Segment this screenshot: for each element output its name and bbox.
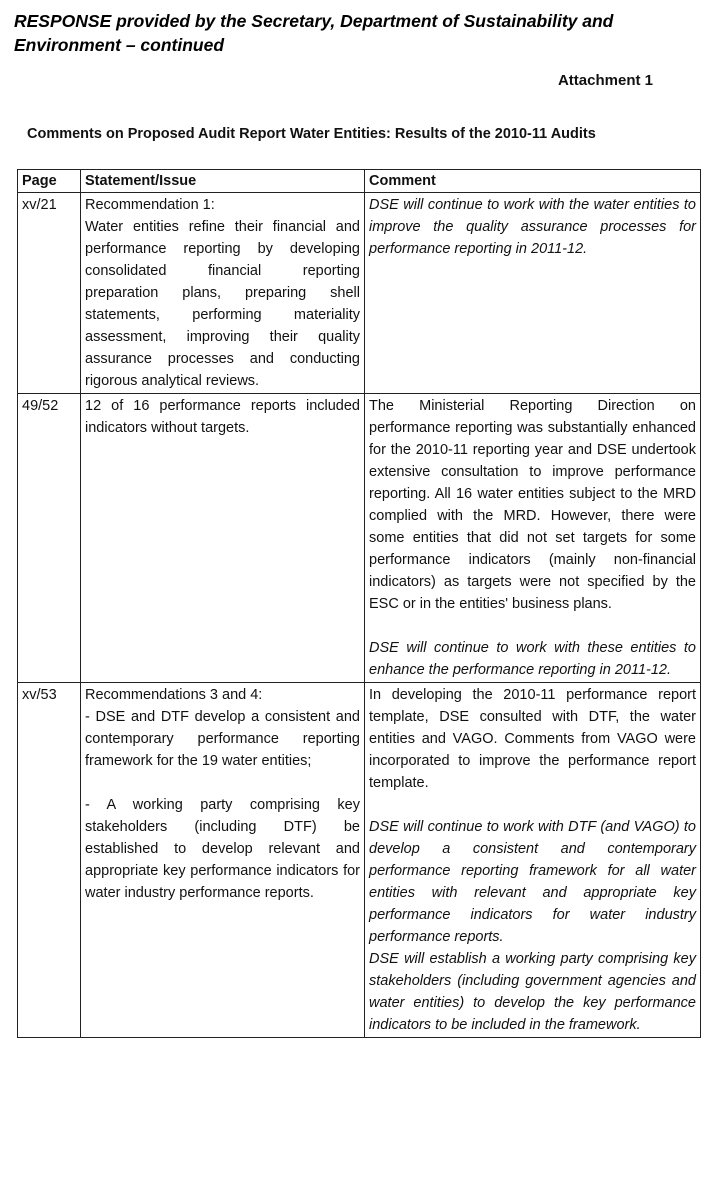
- attachment-label: Attachment 1: [557, 72, 653, 89]
- document-title: Comments on Proposed Audit Report Water Entities: Results of the 2010-11 Audits: [27, 126, 596, 142]
- comment-paragraph: DSE will continue to work with DTF (and VAGO) to develop a consistent and contemporary performance reporting framework for all water entities with relevant and appropriate key performance indicators for water industry performance reports.: [369, 819, 696, 945]
- header-line-1: RESPONSE provided by the Secretary, Department of Sustainability and: [14, 11, 614, 31]
- row-page: xv/21: [18, 193, 81, 394]
- table-row: [18, 683, 701, 1038]
- row-page: xv/53: [18, 683, 81, 1038]
- comment-paragraph: The Ministerial Reporting Direction on performance reporting was substantially enhanced for the 2010-11 reporting year and DSE undertook extensive consultation to improve performance reporting. All 16 water entities subject to the MRD complied with the MRD. However, there were some entities that did not set targets for some performance indicators (mainly non-financial indicators) as targets were not specified by the ESC or in the entities' business plans.: [369, 398, 696, 612]
- statement-heading: Recommendation 1:: [85, 197, 215, 213]
- header-statement: Statement/Issue: [81, 170, 365, 193]
- table-row: [18, 394, 701, 683]
- row-statement: [81, 683, 365, 1038]
- statement-heading: Recommendations 3 and 4:: [85, 687, 263, 703]
- page-header: [14, 9, 704, 57]
- header-line-2: Environment – continued: [14, 35, 225, 55]
- comment-paragraph: DSE will continue to work with the water entities to improve the quality assurance processes for performance reporting in 2011-12.: [369, 197, 696, 257]
- row-statement: [81, 394, 365, 683]
- comments-table: [17, 169, 701, 1038]
- row-page: 49/52: [18, 394, 81, 683]
- statement-body: - A working party comprising key stakeholders (including DTF) be established to develop relevant and appropriate key performance indicators for water industry performance reports.: [85, 797, 360, 901]
- row-comment: [365, 193, 701, 394]
- table-header-row: [18, 170, 701, 193]
- statement-body: - DSE and DTF develop a consistent and contemporary performance reporting framework for the 19 water entities;: [85, 709, 360, 769]
- header-page: Page: [18, 170, 81, 193]
- statement-body: Water entities refine their financial and performance reporting by developing consolidated financial reporting preparation plans, preparing shell statements, performing materiality assessment, improving their quality assurance processes and conducting rigorous analytical reviews.: [85, 219, 360, 389]
- comment-paragraph: DSE will establish a working party comprising key stakeholders (including government agencies and water entities) to develop the key performance indicators to be included in the framework.: [369, 951, 696, 1033]
- row-comment: [365, 394, 701, 683]
- row-comment: [365, 683, 701, 1038]
- table-row: [18, 193, 701, 394]
- statement-body: 12 of 16 performance reports included indicators without targets.: [85, 398, 360, 436]
- row-statement: [81, 193, 365, 394]
- comment-paragraph: In developing the 2010-11 performance report template, DSE consulted with DTF, the water entities and VAGO. Comments from VAGO were incorporated to improve the performance report template.: [369, 687, 696, 791]
- comment-paragraph: DSE will continue to work with these entities to enhance the performance reporting in 2011-12.: [369, 640, 696, 678]
- header-comment: Comment: [365, 170, 701, 193]
